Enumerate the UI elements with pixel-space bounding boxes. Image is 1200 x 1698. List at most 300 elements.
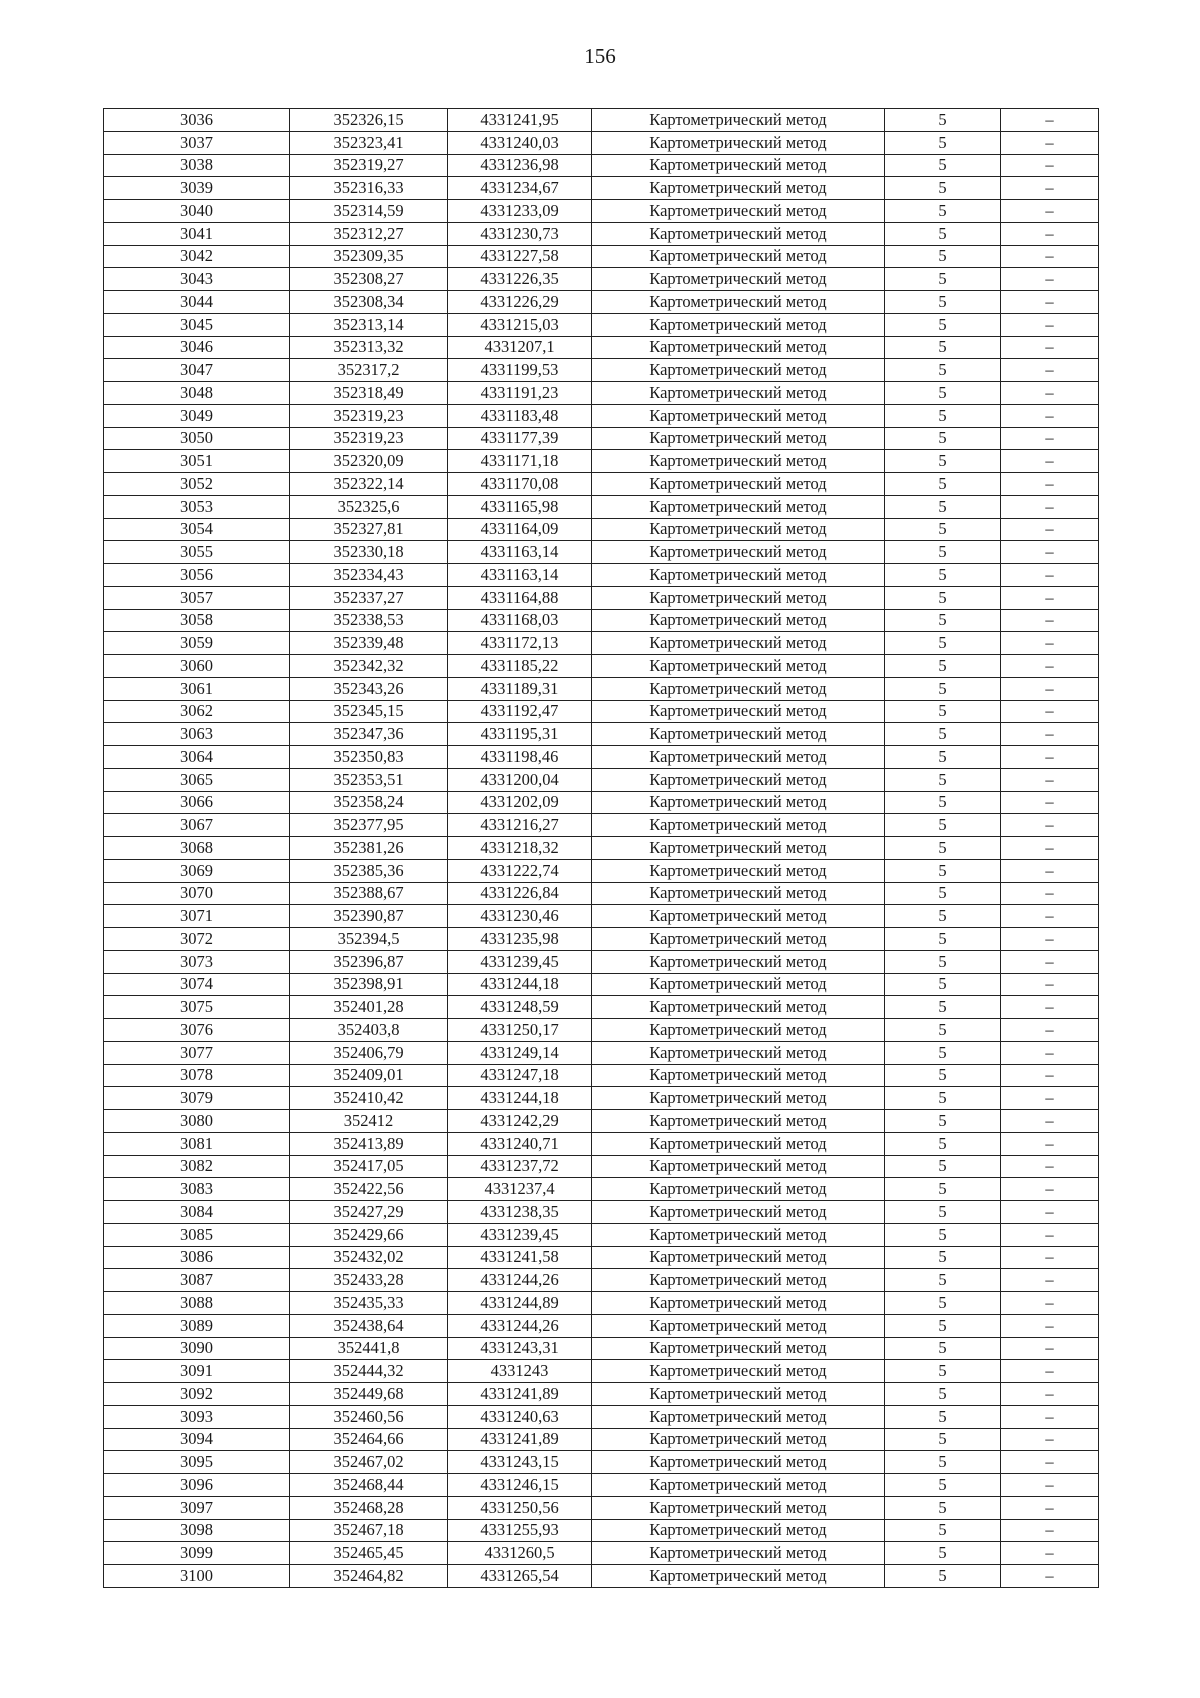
accuracy-cell: 5 [885, 1542, 1001, 1565]
table-row [104, 222, 1099, 245]
point-number-cell: 3079 [104, 1087, 290, 1110]
y-coordinate-cell: 4331195,31 [448, 723, 592, 746]
method-cell: Картометрический метод [592, 1246, 885, 1269]
point-number-cell: 3086 [104, 1246, 290, 1269]
method-cell: Картометрический метод [592, 1292, 885, 1315]
table-row [104, 450, 1099, 473]
y-coordinate-cell: 4331244,26 [448, 1314, 592, 1337]
accuracy-cell: 5 [885, 564, 1001, 587]
method-cell: Картометрический метод [592, 859, 885, 882]
table-row [104, 245, 1099, 268]
y-coordinate-cell: 4331191,23 [448, 382, 592, 405]
table-row [104, 677, 1099, 700]
x-coordinate-cell: 352390,87 [290, 905, 448, 928]
y-coordinate-cell: 4331260,5 [448, 1542, 592, 1565]
point-number-cell: 3077 [104, 1041, 290, 1064]
method-cell: Картометрический метод [592, 495, 885, 518]
accuracy-cell: 5 [885, 905, 1001, 928]
accuracy-cell: 5 [885, 882, 1001, 905]
note-cell: – [1001, 427, 1099, 450]
note-cell: – [1001, 313, 1099, 336]
note-cell: – [1001, 1451, 1099, 1474]
note-cell: – [1001, 1337, 1099, 1360]
note-cell: – [1001, 245, 1099, 268]
y-coordinate-cell: 4331250,17 [448, 1019, 592, 1042]
method-cell: Картометрический метод [592, 1178, 885, 1201]
method-cell: Картометрический метод [592, 1155, 885, 1178]
x-coordinate-cell: 352468,44 [290, 1474, 448, 1497]
x-coordinate-cell: 352441,8 [290, 1337, 448, 1360]
x-coordinate-cell: 352394,5 [290, 928, 448, 951]
x-coordinate-cell: 352444,32 [290, 1360, 448, 1383]
x-coordinate-cell: 352465,45 [290, 1542, 448, 1565]
accuracy-cell: 5 [885, 950, 1001, 973]
point-number-cell: 3054 [104, 518, 290, 541]
method-cell: Картометрический метод [592, 1337, 885, 1360]
note-cell: – [1001, 1178, 1099, 1201]
accuracy-cell: 5 [885, 1451, 1001, 1474]
method-cell: Картометрический метод [592, 404, 885, 427]
note-cell: – [1001, 1292, 1099, 1315]
table-row [104, 473, 1099, 496]
x-coordinate-cell: 352323,41 [290, 131, 448, 154]
point-number-cell: 3094 [104, 1428, 290, 1451]
x-coordinate-cell: 352345,15 [290, 700, 448, 723]
x-coordinate-cell: 352460,56 [290, 1405, 448, 1428]
y-coordinate-cell: 4331244,89 [448, 1292, 592, 1315]
y-coordinate-cell: 4331241,89 [448, 1383, 592, 1406]
note-cell: – [1001, 1132, 1099, 1155]
x-coordinate-cell: 352327,81 [290, 518, 448, 541]
table-row [104, 1496, 1099, 1519]
note-cell: – [1001, 928, 1099, 951]
note-cell: – [1001, 655, 1099, 678]
x-coordinate-cell: 352467,18 [290, 1519, 448, 1542]
table-row [104, 814, 1099, 837]
note-cell: – [1001, 1087, 1099, 1110]
accuracy-cell: 5 [885, 1155, 1001, 1178]
x-coordinate-cell: 352334,43 [290, 564, 448, 587]
y-coordinate-cell: 4331240,71 [448, 1132, 592, 1155]
accuracy-cell: 5 [885, 1064, 1001, 1087]
table-row [104, 882, 1099, 905]
y-coordinate-cell: 4331255,93 [448, 1519, 592, 1542]
note-cell: – [1001, 1474, 1099, 1497]
note-cell: – [1001, 700, 1099, 723]
note-cell: – [1001, 131, 1099, 154]
method-cell: Картометрический метод [592, 541, 885, 564]
method-cell: Картометрический метод [592, 1314, 885, 1337]
point-number-cell: 3083 [104, 1178, 290, 1201]
table-row [104, 1474, 1099, 1497]
x-coordinate-cell: 352319,27 [290, 154, 448, 177]
accuracy-cell: 5 [885, 1383, 1001, 1406]
method-cell: Картометрический метод [592, 928, 885, 951]
accuracy-cell: 5 [885, 1087, 1001, 1110]
point-number-cell: 3042 [104, 245, 290, 268]
method-cell: Картометрический метод [592, 1223, 885, 1246]
accuracy-cell: 5 [885, 723, 1001, 746]
y-coordinate-cell: 4331250,56 [448, 1496, 592, 1519]
y-coordinate-cell: 4331165,98 [448, 495, 592, 518]
y-coordinate-cell: 4331234,67 [448, 177, 592, 200]
table-row [104, 1087, 1099, 1110]
table-row [104, 723, 1099, 746]
y-coordinate-cell: 4331248,59 [448, 996, 592, 1019]
note-cell: – [1001, 723, 1099, 746]
accuracy-cell: 5 [885, 1428, 1001, 1451]
method-cell: Картометрический метод [592, 723, 885, 746]
point-number-cell: 3041 [104, 222, 290, 245]
x-coordinate-cell: 352403,8 [290, 1019, 448, 1042]
y-coordinate-cell: 4331249,14 [448, 1041, 592, 1064]
accuracy-cell: 5 [885, 677, 1001, 700]
x-coordinate-cell: 352339,48 [290, 632, 448, 655]
x-coordinate-cell: 352347,36 [290, 723, 448, 746]
y-coordinate-cell: 4331177,39 [448, 427, 592, 450]
table-row [104, 1337, 1099, 1360]
y-coordinate-cell: 4331207,1 [448, 336, 592, 359]
x-coordinate-cell: 352326,15 [290, 109, 448, 132]
table-row [104, 200, 1099, 223]
table-row [104, 518, 1099, 541]
x-coordinate-cell: 352308,27 [290, 268, 448, 291]
table-row [104, 1269, 1099, 1292]
point-number-cell: 3097 [104, 1496, 290, 1519]
note-cell: – [1001, 268, 1099, 291]
table-row [104, 359, 1099, 382]
point-number-cell: 3075 [104, 996, 290, 1019]
y-coordinate-cell: 4331198,46 [448, 746, 592, 769]
point-number-cell: 3080 [104, 1110, 290, 1133]
point-number-cell: 3060 [104, 655, 290, 678]
method-cell: Картометрический метод [592, 1496, 885, 1519]
note-cell: – [1001, 222, 1099, 245]
accuracy-cell: 5 [885, 450, 1001, 473]
y-coordinate-cell: 4331183,48 [448, 404, 592, 427]
table-row [104, 791, 1099, 814]
accuracy-cell: 5 [885, 291, 1001, 314]
x-coordinate-cell: 352422,56 [290, 1178, 448, 1201]
y-coordinate-cell: 4331218,32 [448, 837, 592, 860]
point-number-cell: 3067 [104, 814, 290, 837]
y-coordinate-cell: 4331222,74 [448, 859, 592, 882]
accuracy-cell: 5 [885, 541, 1001, 564]
accuracy-cell: 5 [885, 154, 1001, 177]
accuracy-cell: 5 [885, 200, 1001, 223]
point-number-cell: 3049 [104, 404, 290, 427]
method-cell: Картометрический метод [592, 359, 885, 382]
point-number-cell: 3038 [104, 154, 290, 177]
table-row [104, 928, 1099, 951]
table-row [104, 905, 1099, 928]
accuracy-cell: 5 [885, 1314, 1001, 1337]
table-row [104, 313, 1099, 336]
table-row [104, 1405, 1099, 1428]
accuracy-cell: 5 [885, 222, 1001, 245]
y-coordinate-cell: 4331235,98 [448, 928, 592, 951]
accuracy-cell: 5 [885, 359, 1001, 382]
table-row [104, 586, 1099, 609]
table-row [104, 996, 1099, 1019]
method-cell: Картометрический метод [592, 450, 885, 473]
note-cell: – [1001, 177, 1099, 200]
table-row [104, 1292, 1099, 1315]
method-cell: Картометрический метод [592, 154, 885, 177]
point-number-cell: 3046 [104, 336, 290, 359]
x-coordinate-cell: 352325,6 [290, 495, 448, 518]
note-cell: – [1001, 541, 1099, 564]
accuracy-cell: 5 [885, 746, 1001, 769]
x-coordinate-cell: 352435,33 [290, 1292, 448, 1315]
x-coordinate-cell: 352432,02 [290, 1246, 448, 1269]
method-cell: Картометрический метод [592, 609, 885, 632]
accuracy-cell: 5 [885, 404, 1001, 427]
y-coordinate-cell: 4331200,04 [448, 768, 592, 791]
y-coordinate-cell: 4331243 [448, 1360, 592, 1383]
x-coordinate-cell: 352409,01 [290, 1064, 448, 1087]
x-coordinate-cell: 352398,91 [290, 973, 448, 996]
method-cell: Картометрический метод [592, 1201, 885, 1224]
method-cell: Картометрический метод [592, 1132, 885, 1155]
point-number-cell: 3050 [104, 427, 290, 450]
accuracy-cell: 5 [885, 1110, 1001, 1133]
method-cell: Картометрический метод [592, 177, 885, 200]
table-row [104, 632, 1099, 655]
point-number-cell: 3052 [104, 473, 290, 496]
x-coordinate-cell: 352467,02 [290, 1451, 448, 1474]
method-cell: Картометрический метод [592, 746, 885, 769]
point-number-cell: 3099 [104, 1542, 290, 1565]
point-number-cell: 3085 [104, 1223, 290, 1246]
x-coordinate-cell: 352413,89 [290, 1132, 448, 1155]
method-cell: Картометрический метод [592, 632, 885, 655]
x-coordinate-cell: 352412 [290, 1110, 448, 1133]
note-cell: – [1001, 1246, 1099, 1269]
method-cell: Картометрический метод [592, 245, 885, 268]
y-coordinate-cell: 4331226,29 [448, 291, 592, 314]
method-cell: Картометрический метод [592, 1087, 885, 1110]
y-coordinate-cell: 4331226,35 [448, 268, 592, 291]
table-row [104, 291, 1099, 314]
note-cell: – [1001, 837, 1099, 860]
method-cell: Картометрический метод [592, 973, 885, 996]
table-row [104, 700, 1099, 723]
y-coordinate-cell: 4331243,15 [448, 1451, 592, 1474]
accuracy-cell: 5 [885, 109, 1001, 132]
note-cell: – [1001, 973, 1099, 996]
y-coordinate-cell: 4331265,54 [448, 1565, 592, 1588]
point-number-cell: 3088 [104, 1292, 290, 1315]
note-cell: – [1001, 609, 1099, 632]
table-row [104, 1019, 1099, 1042]
table-row [104, 427, 1099, 450]
x-coordinate-cell: 352320,09 [290, 450, 448, 473]
table-row [104, 1360, 1099, 1383]
x-coordinate-cell: 352385,36 [290, 859, 448, 882]
point-number-cell: 3068 [104, 837, 290, 860]
note-cell: – [1001, 1155, 1099, 1178]
y-coordinate-cell: 4331164,88 [448, 586, 592, 609]
accuracy-cell: 5 [885, 1496, 1001, 1519]
table-row [104, 336, 1099, 359]
note-cell: – [1001, 814, 1099, 837]
method-cell: Картометрический метод [592, 1474, 885, 1497]
x-coordinate-cell: 352319,23 [290, 404, 448, 427]
method-cell: Картометрический метод [592, 655, 885, 678]
y-coordinate-cell: 4331241,89 [448, 1428, 592, 1451]
accuracy-cell: 5 [885, 837, 1001, 860]
point-number-cell: 3074 [104, 973, 290, 996]
x-coordinate-cell: 352319,23 [290, 427, 448, 450]
method-cell: Картометрический метод [592, 1519, 885, 1542]
note-cell: – [1001, 382, 1099, 405]
coordinates-table [103, 108, 1099, 1588]
point-number-cell: 3082 [104, 1155, 290, 1178]
point-number-cell: 3053 [104, 495, 290, 518]
y-coordinate-cell: 4331227,58 [448, 245, 592, 268]
method-cell: Картометрический метод [592, 677, 885, 700]
table-row [104, 109, 1099, 132]
x-coordinate-cell: 352401,28 [290, 996, 448, 1019]
x-coordinate-cell: 352318,49 [290, 382, 448, 405]
point-number-cell: 3087 [104, 1269, 290, 1292]
table-row [104, 837, 1099, 860]
y-coordinate-cell: 4331230,73 [448, 222, 592, 245]
method-cell: Картометрический метод [592, 1110, 885, 1133]
method-cell: Картометрический метод [592, 814, 885, 837]
y-coordinate-cell: 4331163,14 [448, 564, 592, 587]
x-coordinate-cell: 352381,26 [290, 837, 448, 860]
x-coordinate-cell: 352388,67 [290, 882, 448, 905]
table-row [104, 1519, 1099, 1542]
y-coordinate-cell: 4331185,22 [448, 655, 592, 678]
method-cell: Картометрический метод [592, 1041, 885, 1064]
x-coordinate-cell: 352353,51 [290, 768, 448, 791]
x-coordinate-cell: 352330,18 [290, 541, 448, 564]
accuracy-cell: 5 [885, 245, 1001, 268]
note-cell: – [1001, 450, 1099, 473]
table-row [104, 1542, 1099, 1565]
point-number-cell: 3091 [104, 1360, 290, 1383]
point-number-cell: 3059 [104, 632, 290, 655]
point-number-cell: 3070 [104, 882, 290, 905]
y-coordinate-cell: 4331215,03 [448, 313, 592, 336]
x-coordinate-cell: 352438,64 [290, 1314, 448, 1337]
method-cell: Картометрический метод [592, 882, 885, 905]
table-row [104, 1201, 1099, 1224]
point-number-cell: 3065 [104, 768, 290, 791]
table-row [104, 1178, 1099, 1201]
note-cell: – [1001, 746, 1099, 769]
y-coordinate-cell: 4331239,45 [448, 1223, 592, 1246]
table-row [104, 1314, 1099, 1337]
x-coordinate-cell: 352449,68 [290, 1383, 448, 1406]
note-cell: – [1001, 859, 1099, 882]
table-row [104, 1110, 1099, 1133]
y-coordinate-cell: 4331244,18 [448, 973, 592, 996]
method-cell: Картометрический метод [592, 1019, 885, 1042]
note-cell: – [1001, 495, 1099, 518]
method-cell: Картометрический метод [592, 996, 885, 1019]
accuracy-cell: 5 [885, 768, 1001, 791]
point-number-cell: 3043 [104, 268, 290, 291]
y-coordinate-cell: 4331237,4 [448, 1178, 592, 1201]
y-coordinate-cell: 4331170,08 [448, 473, 592, 496]
y-coordinate-cell: 4331163,14 [448, 541, 592, 564]
x-coordinate-cell: 352313,32 [290, 336, 448, 359]
y-coordinate-cell: 4331233,09 [448, 200, 592, 223]
x-coordinate-cell: 352316,33 [290, 177, 448, 200]
note-cell: – [1001, 404, 1099, 427]
x-coordinate-cell: 352377,95 [290, 814, 448, 837]
x-coordinate-cell: 352350,83 [290, 746, 448, 769]
accuracy-cell: 5 [885, 336, 1001, 359]
x-coordinate-cell: 352464,82 [290, 1565, 448, 1588]
y-coordinate-cell: 4331240,63 [448, 1405, 592, 1428]
point-number-cell: 3093 [104, 1405, 290, 1428]
accuracy-cell: 5 [885, 1041, 1001, 1064]
accuracy-cell: 5 [885, 427, 1001, 450]
point-number-cell: 3092 [104, 1383, 290, 1406]
point-number-cell: 3081 [104, 1132, 290, 1155]
point-number-cell: 3098 [104, 1519, 290, 1542]
table-row [104, 495, 1099, 518]
point-number-cell: 3051 [104, 450, 290, 473]
method-cell: Картометрический метод [592, 791, 885, 814]
note-cell: – [1001, 677, 1099, 700]
accuracy-cell: 5 [885, 495, 1001, 518]
method-cell: Картометрический метод [592, 1542, 885, 1565]
x-coordinate-cell: 352314,59 [290, 200, 448, 223]
table-row [104, 655, 1099, 678]
point-number-cell: 3037 [104, 131, 290, 154]
accuracy-cell: 5 [885, 609, 1001, 632]
point-number-cell: 3096 [104, 1474, 290, 1497]
page-number: 156 [584, 44, 616, 68]
x-coordinate-cell: 352309,35 [290, 245, 448, 268]
y-coordinate-cell: 4331243,31 [448, 1337, 592, 1360]
accuracy-cell: 5 [885, 518, 1001, 541]
y-coordinate-cell: 4331237,72 [448, 1155, 592, 1178]
accuracy-cell: 5 [885, 1178, 1001, 1201]
x-coordinate-cell: 352313,14 [290, 313, 448, 336]
y-coordinate-cell: 4331192,47 [448, 700, 592, 723]
accuracy-cell: 5 [885, 1019, 1001, 1042]
method-cell: Картометрический метод [592, 268, 885, 291]
accuracy-cell: 5 [885, 996, 1001, 1019]
note-cell: – [1001, 154, 1099, 177]
point-number-cell: 3056 [104, 564, 290, 587]
y-coordinate-cell: 4331189,31 [448, 677, 592, 700]
method-cell: Картометрический метод [592, 427, 885, 450]
x-coordinate-cell: 352406,79 [290, 1041, 448, 1064]
note-cell: – [1001, 1110, 1099, 1133]
x-coordinate-cell: 352410,42 [290, 1087, 448, 1110]
x-coordinate-cell: 352429,66 [290, 1223, 448, 1246]
point-number-cell: 3039 [104, 177, 290, 200]
method-cell: Картометрический метод [592, 222, 885, 245]
x-coordinate-cell: 352417,05 [290, 1155, 448, 1178]
note-cell: – [1001, 1519, 1099, 1542]
note-cell: – [1001, 1064, 1099, 1087]
accuracy-cell: 5 [885, 1519, 1001, 1542]
note-cell: – [1001, 1314, 1099, 1337]
method-cell: Картометрический метод [592, 382, 885, 405]
table-row [104, 1451, 1099, 1474]
accuracy-cell: 5 [885, 313, 1001, 336]
y-coordinate-cell: 4331216,27 [448, 814, 592, 837]
